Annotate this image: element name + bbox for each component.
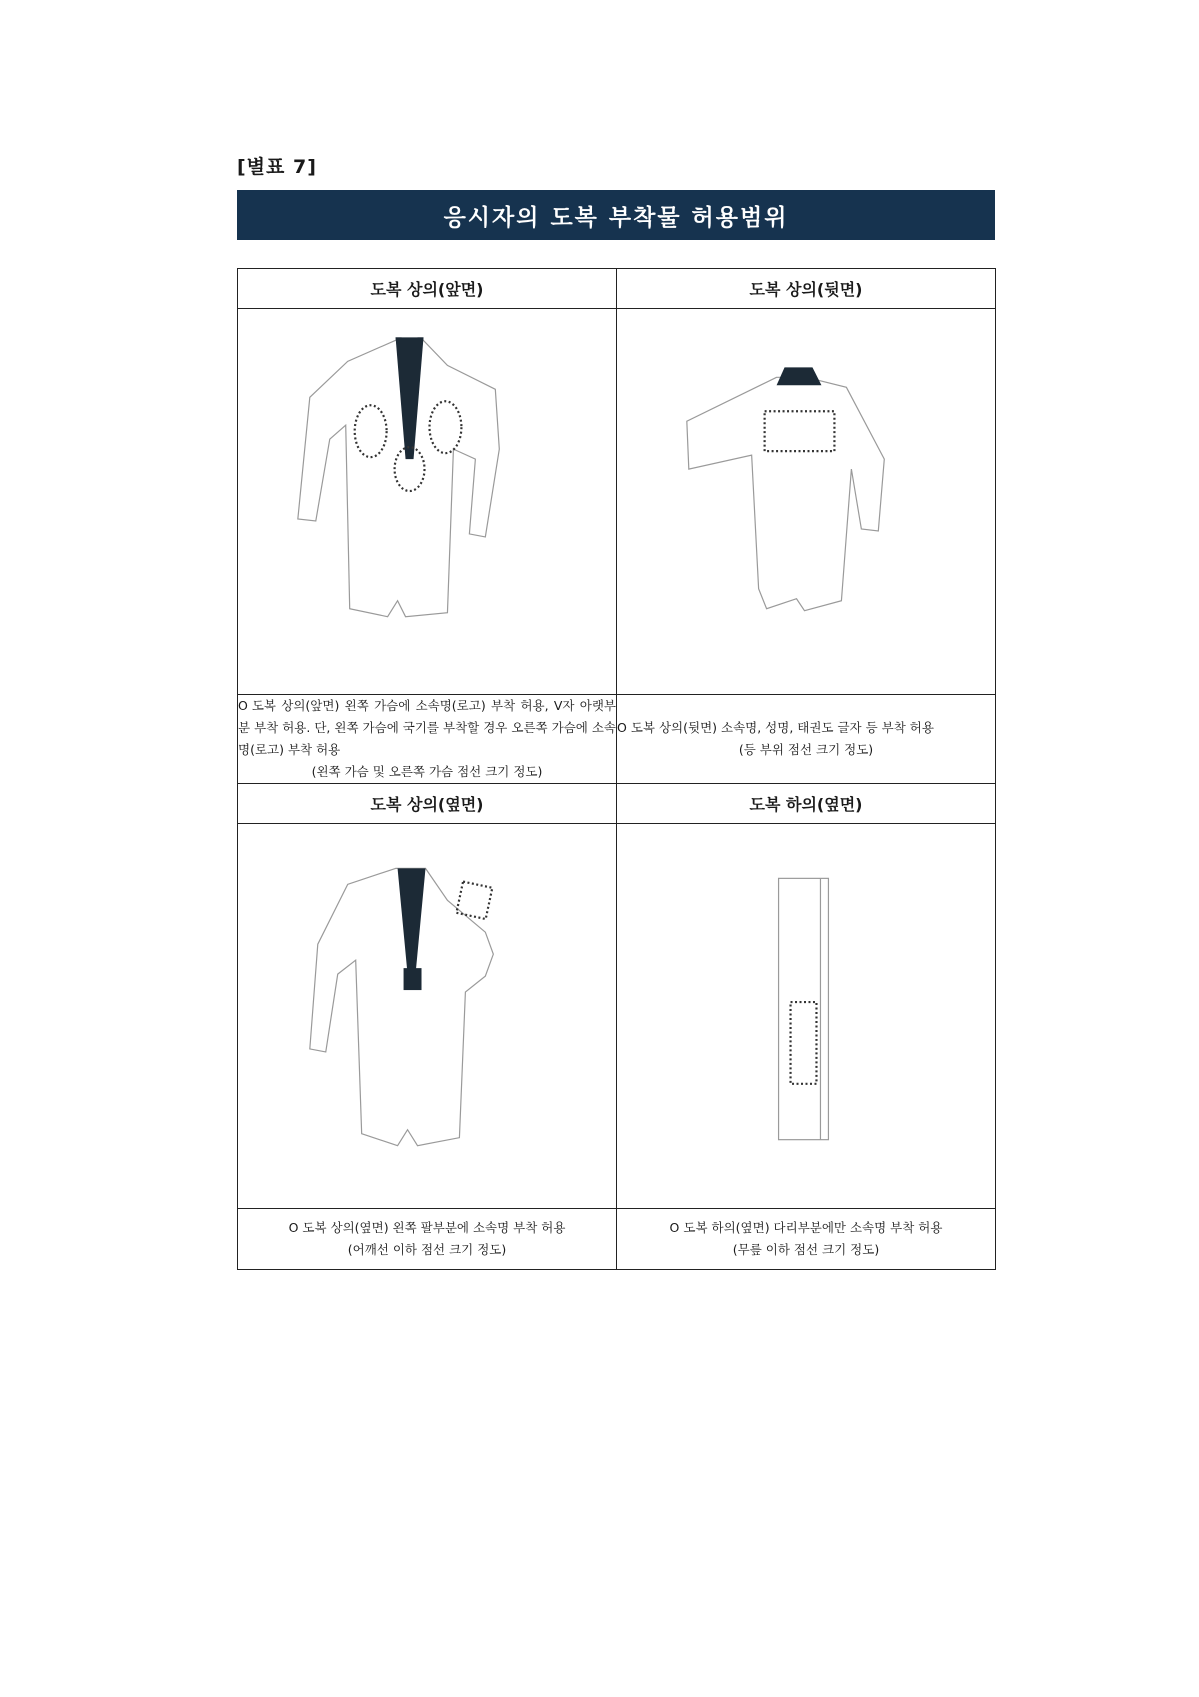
front-description: [238, 695, 617, 784]
page-title: 응시자의 도복 부착물 허용범위: [237, 190, 995, 240]
side-top-description-text: 도복 상의(옆면) 왼쪽 팔부분에 소속명 부착 허용: [302, 1220, 566, 1235]
header-front: 도복 상의(앞면): [238, 269, 617, 309]
side-bottom-description: [617, 1209, 996, 1270]
back-description: [617, 695, 996, 784]
uniform-front-illustration: [238, 309, 616, 694]
side-bottom-note: (무릎 이하 점선 크기 정도): [732, 1242, 880, 1257]
header-side-bottom: 도복 하의(옆면): [617, 784, 996, 824]
back-figure-cell: [617, 309, 996, 695]
side-top-description: [238, 1209, 617, 1270]
header-side-top: 도복 상의(옆면): [238, 784, 617, 824]
side-bottom-description-text: 도복 하의(옆면) 다리부분에만 소속명 부착 허용: [683, 1220, 943, 1235]
bullet-side-bottom: O: [669, 1220, 680, 1235]
bullet-side-top: O: [288, 1220, 299, 1235]
bullet-front: O: [238, 698, 248, 713]
pants-side-illustration: [617, 824, 995, 1208]
uniform-side-top-illustration: [238, 824, 616, 1208]
back-description-text: 도복 상의(뒷면) 소속명, 성명, 태권도 글자 등 부착 허용: [630, 720, 934, 735]
side-top-figure-cell: [238, 824, 617, 1209]
appendix-label: [별표 7]: [237, 156, 317, 178]
uniform-attachment-table: [237, 268, 996, 1270]
uniform-back-illustration: [617, 309, 995, 694]
front-description-text: 도복 상의(앞면) 왼쪽 가슴에 소속명(로고) 부착 허용, V자 아랫부분 부착 허용. 단, 왼쪽 가슴에 국기를 부착할 경우 오른쪽 가슴에 소속명(로고) 부착 허용: [238, 698, 616, 757]
bullet-back: O: [617, 720, 627, 735]
front-figure-cell: [238, 309, 617, 695]
header-back: 도복 상의(뒷면): [617, 269, 996, 309]
back-note: (등 부위 점선 크기 정도): [738, 742, 874, 757]
side-top-note: (어깨선 이하 점선 크기 정도): [347, 1242, 507, 1257]
arm-zone: [456, 882, 492, 919]
front-note: (왼쪽 가슴 및 오른쪽 가슴 점선 크기 정도): [311, 764, 543, 779]
side-bottom-figure-cell: [617, 824, 996, 1209]
